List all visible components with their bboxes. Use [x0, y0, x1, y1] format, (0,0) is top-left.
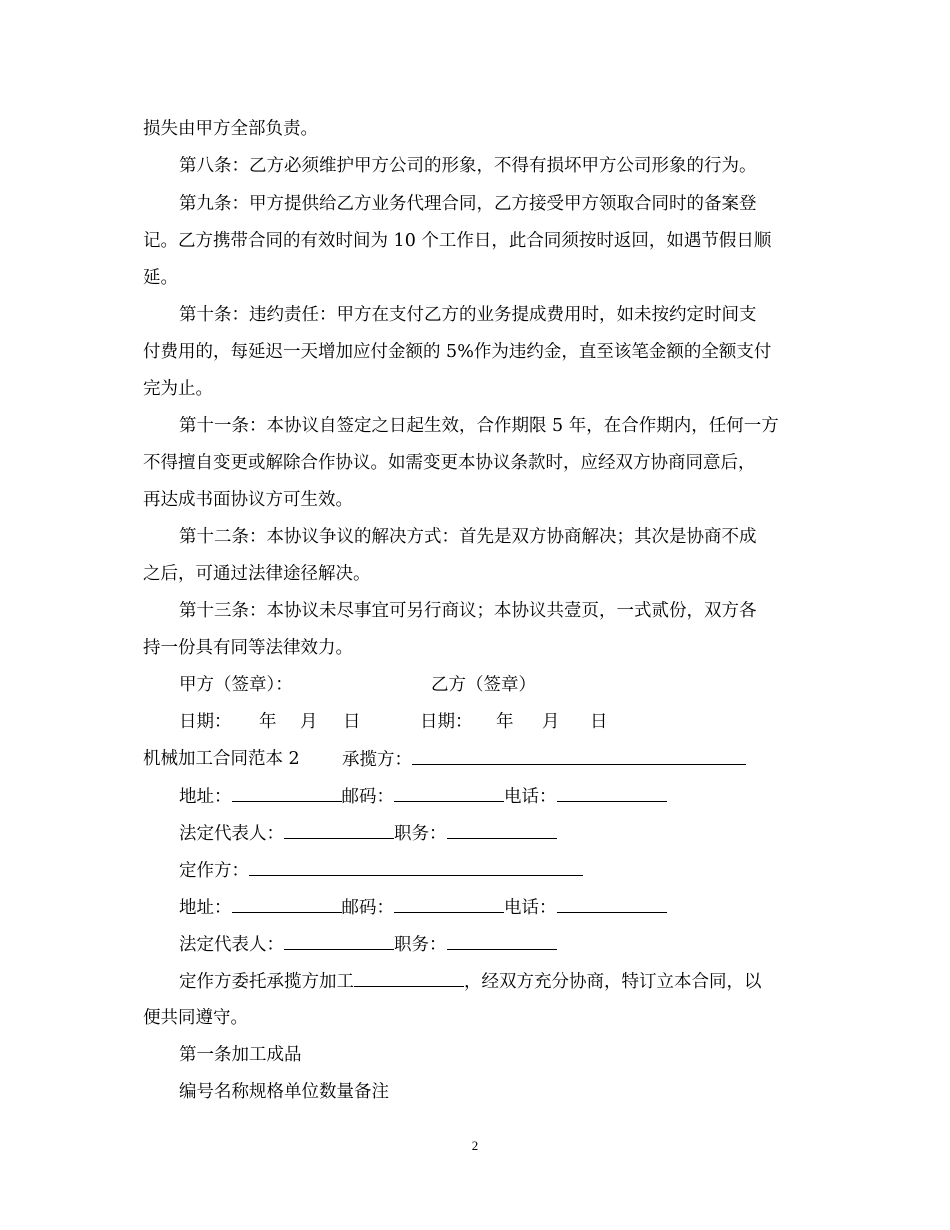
contractor-blank — [412, 748, 746, 765]
postcode-label: 邮码： — [341, 787, 394, 807]
party-b-signature-label: 乙方（签章） — [431, 675, 536, 695]
paragraph-line: 再达成书面协议方可生效。 — [143, 490, 353, 510]
intro-text-c: 便共同遵守。 — [143, 1008, 248, 1028]
position-label: 职务： — [394, 824, 447, 844]
clause-10: 第十条：违约责任：甲方在支付乙方的业务提成费用时，如未按约定时间支 — [179, 305, 757, 325]
contractor-row — [342, 748, 746, 771]
phone-blank — [557, 785, 667, 802]
date-label: 日期： — [420, 712, 473, 732]
contractor-label: 承揽方： — [342, 750, 412, 770]
intro-line — [179, 970, 762, 993]
date-row-a — [179, 711, 232, 733]
paragraph-line: 记。乙方携带合同的有效时间为 10 个工作日，此合同须按时返回，如遇节假日顺 — [143, 231, 772, 251]
orderer-rep-row — [179, 933, 557, 956]
page-number: 2 — [471, 1138, 479, 1153]
legal-rep-label: 法定代表人： — [179, 935, 284, 955]
clause-9: 第九条：甲方提供给乙方业务代理合同，乙方接受甲方领取合同时的备案登 — [179, 194, 757, 214]
clause-12: 第十二条：本协议争议的解决方式：首先是双方协商解决；其次是协商不成 — [179, 527, 757, 547]
party-a-signature-label: 甲方（签章）： — [179, 675, 293, 695]
month-label: 月 — [300, 712, 318, 732]
legal-rep-blank — [284, 822, 394, 839]
phone-blank — [557, 896, 667, 913]
position-label: 职务： — [394, 935, 447, 955]
postcode-label: 邮码： — [341, 898, 394, 918]
paragraph-line: 之后，可通过法律途径解决。 — [143, 564, 371, 584]
contractor-address-row — [179, 785, 667, 808]
month-label: 月 — [542, 712, 560, 732]
legal-rep-label: 法定代表人： — [179, 824, 284, 844]
day-label: 日 — [590, 712, 608, 732]
contractor-rep-row — [179, 822, 557, 845]
address-blank — [232, 896, 342, 913]
year-label: 年 — [496, 712, 514, 732]
paragraph-line: 不得擅自变更或解除合作协议。如需变更本协议条款时，应经双方协商同意后， — [143, 453, 756, 473]
legal-rep-blank — [284, 933, 394, 950]
paragraph-line: 完为止。 — [143, 379, 213, 399]
template-title: 机械加工合同范本 2 — [143, 749, 300, 769]
paragraph-line: 损失由甲方全部负责。 — [143, 119, 318, 139]
clause-11: 第十一条：本协议自签定之日起生效，合作期限 5 年，在合作期内，任何一方 — [179, 416, 779, 436]
postcode-blank — [394, 896, 504, 913]
orderer-row — [179, 859, 583, 882]
article-1-heading: 第一条加工成品 — [179, 1045, 302, 1065]
orderer-address-row — [179, 896, 667, 919]
year-label: 年 — [259, 712, 277, 732]
product-blank — [354, 970, 464, 987]
paragraph-line: 付费用的，每延迟一天增加应付金额的 5%作为违约金，直至该笔金额的全额支付 — [143, 342, 772, 362]
orderer-blank — [249, 859, 583, 876]
intro-text-b: ，经双方充分协商，特订立本合同，以 — [464, 972, 762, 992]
paragraph-line: 持一份具有同等法律效力。 — [143, 638, 353, 658]
table-header-line: 编号名称规格单位数量备注 — [179, 1082, 389, 1102]
address-label: 地址： — [179, 898, 232, 918]
paragraph-line: 延。 — [143, 268, 178, 288]
clause-8: 第八条：乙方必须维护甲方公司的形象，不得有损坏甲方公司形象的行为。 — [179, 156, 757, 176]
address-label: 地址： — [179, 787, 232, 807]
date-label: 日期： — [179, 712, 232, 732]
clause-13: 第十三条：本协议未尽事宜可另行商议；本协议共壹页，一式贰份，双方各 — [179, 601, 757, 621]
address-blank — [232, 785, 342, 802]
signature-row — [179, 674, 293, 696]
phone-label: 电话： — [504, 787, 557, 807]
intro-text-a: 定作方委托承揽方加工 — [179, 972, 354, 992]
postcode-blank — [394, 785, 504, 802]
orderer-label: 定作方： — [179, 861, 249, 881]
day-label: 日 — [343, 712, 361, 732]
position-blank — [447, 933, 557, 950]
position-blank — [447, 822, 557, 839]
phone-label: 电话： — [504, 898, 557, 918]
